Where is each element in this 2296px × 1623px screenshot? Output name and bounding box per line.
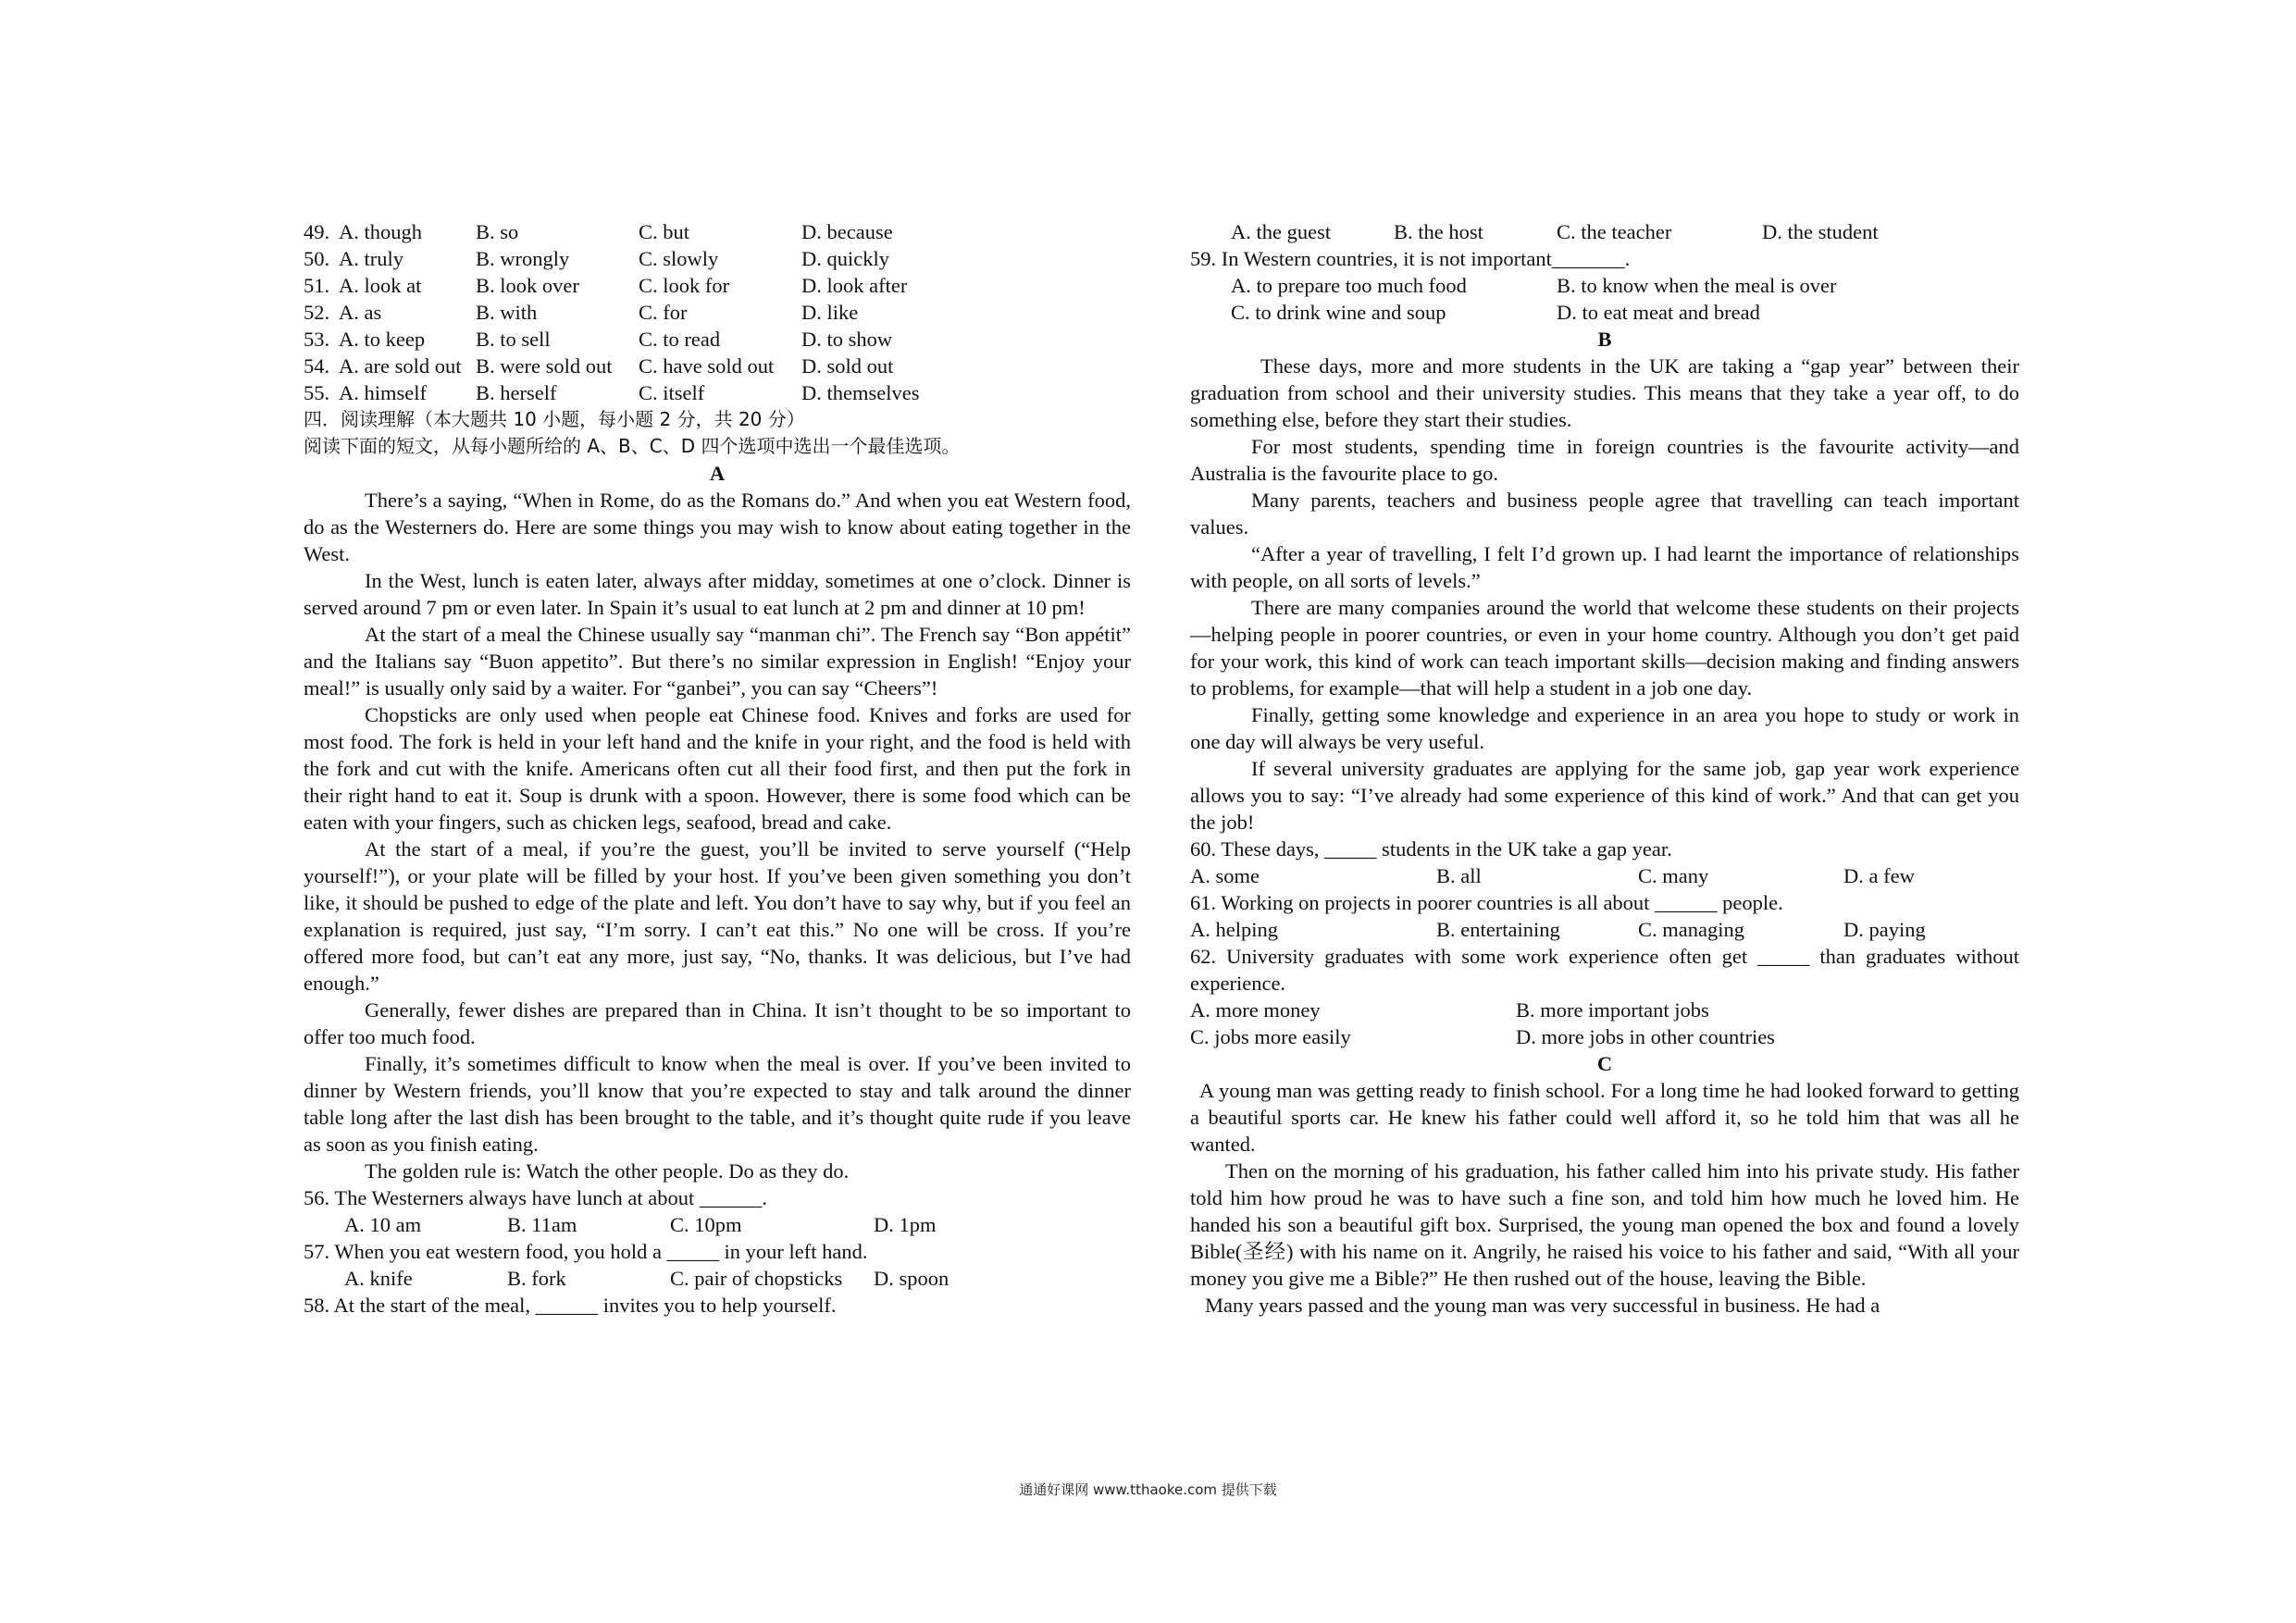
question-62-options-2	[1190, 1023, 2019, 1050]
section-heading: 四．阅读理解（本大题共 10 小题，每小题 2 分，共 20 分）	[304, 408, 805, 430]
cloze-row-49	[304, 218, 1131, 245]
question-59-options-1	[1190, 272, 2019, 299]
question-number: 51.	[304, 274, 330, 297]
question-57-options	[304, 1265, 1131, 1292]
option-d: D. sold out	[801, 354, 894, 378]
option-c: C. to drink wine and soup	[1231, 301, 1446, 324]
section-instruction: 阅读下面的短文，从每小题所给的 A、B、C、D 四个选项中选出一个最佳选项。	[304, 435, 961, 457]
option-d: D. the student	[1762, 220, 1879, 243]
paragraph: At the start of a meal, if you’re the guest, you’ll be invited to serve yourself (“Help yourself!”), or your plate will be filled by your host. If you’ve been given something you don’t like, it should be pushed to edge of the plate and left. You don’t have to say why, but if you feel an explanation is required, just say, “I’m sorry. I can’t eat this.” No one will be cross. If you’re offered more food, but can’t eat any more, just say, “No, thanks. It was delicious, but I’ve had enough.”	[304, 837, 1131, 995]
option-a: A. more money	[1190, 998, 1321, 1022]
option-b: B. 11am	[507, 1213, 577, 1236]
option-a: A. knife	[344, 1267, 413, 1290]
question-59-options-2	[1190, 299, 2019, 326]
option-d: D. more jobs in other countries	[1516, 1025, 1775, 1048]
option-d: D. like	[801, 301, 859, 324]
option-c: C. 10pm	[670, 1213, 742, 1236]
paragraph: Finally, getting some knowledge and experience in an area you hope to study or work in one day will always be very useful.	[1190, 703, 2019, 753]
option-b: B. wrongly	[476, 247, 570, 270]
option-b: B. with	[476, 301, 538, 324]
option-b: B. all	[1436, 864, 1482, 887]
question-56-options	[304, 1211, 1131, 1238]
option-a: A. truly	[339, 247, 403, 270]
option-d: D. a few	[1843, 864, 1915, 887]
option-a: A. to prepare too much food	[1231, 274, 1467, 297]
option-d: D. look after	[801, 274, 908, 297]
cloze-row-53	[304, 326, 1131, 353]
option-a: A. himself	[339, 381, 427, 404]
option-a: A. some	[1190, 864, 1260, 887]
option-a: A. to keep	[339, 328, 426, 351]
question-number: 49.	[304, 220, 330, 243]
option-a: A. helping	[1190, 918, 1278, 941]
option-c: C. pair of chopsticks	[670, 1267, 843, 1290]
question-62: 62. University graduates with some work experience often get _____ than graduates without experience.	[1190, 945, 2019, 995]
option-b: B. fork	[507, 1267, 566, 1290]
paragraph: In the West, lunch is eaten later, always after midday, sometimes at one o’clock. Dinner is served around 7 pm or even later. In Spain it’s usual to eat lunch at 2 pm and dinner at 10 pm!	[304, 569, 1131, 619]
option-c: C. for	[639, 301, 688, 324]
option-c: C. to read	[639, 328, 721, 351]
paragraph: Then on the morning of his graduation, his father called him into his private study. His father told him how proud he was to have such a fine son, and told him how much he loved him. He handed his son a beautiful gift box. Surprised, the young man opened the box and found a lovely Bible(圣经) with his name on it. Angrily, he raised his voice to his father and said, “With all your money you give me a Bible?” He then rushed out of the house, leaving the Bible.	[1190, 1159, 2019, 1290]
question-number: 54.	[304, 354, 330, 378]
option-d: D. spoon	[874, 1267, 949, 1290]
question-60: 60. These days, _____ students in the UK take a gap year.	[1190, 837, 1672, 861]
paragraph: At the start of a meal the Chinese usually say “manman chi”. The French say “Bon appétit” and the Italians say “Buon appetito”. But there’s no similar expression in English! “Enjoy your meal!” is usually only said by a waiter. For “ganbei”, you can say “Cheers”!	[304, 623, 1131, 700]
option-b: B. to know when the meal is over	[1557, 274, 1837, 297]
paragraph: For most students, spending time in foreign countries is the favourite activity—and Australia is the favourite place to go.	[1190, 435, 2019, 485]
cloze-row-51	[304, 272, 1131, 299]
option-c: C. many	[1638, 864, 1709, 887]
option-b: B. the host	[1394, 220, 1483, 243]
question-56: 56. The Westerners always have lunch at about ______.	[304, 1186, 767, 1209]
option-b: B. so	[476, 220, 519, 243]
option-d: D. to eat meat and bread	[1557, 301, 1760, 324]
cloze-row-50	[304, 245, 1131, 272]
question-number: 50.	[304, 247, 330, 270]
passage-a-heading: A	[709, 462, 726, 485]
question-61: 61. Working on projects in poorer countries is all about ______ people.	[1190, 891, 1783, 914]
option-b: B. were sold out	[476, 354, 613, 378]
option-c: C. the teacher	[1557, 220, 1672, 243]
paragraph: Many parents, teachers and business people agree that travelling can teach important values.	[1190, 489, 2019, 539]
paragraph: The golden rule is: Watch the other people. Do as they do.	[365, 1159, 850, 1183]
question-59: 59. In Western countries, it is not important_______.	[1190, 247, 1631, 270]
question-62-options-1	[1190, 997, 2019, 1023]
cloze-row-52	[304, 299, 1131, 326]
paragraph: If several university graduates are applying for the same job, gap year work experience allows you to say: “I’ve already had some experience of this kind of work.” And that can get you the job!	[1190, 757, 2019, 834]
question-58: 58. At the start of the meal, ______ invites you to help yourself.	[304, 1294, 837, 1317]
paragraph: Finally, it’s sometimes difficult to know when the meal is over. If you’ve been invited to dinner by Western friends, you’ll know that you’re expected to stay and talk around the dinner table long after the last dish has been brought to the table, and it’s thought quite rude if you leave as soon as you finish eating.	[304, 1052, 1131, 1156]
paragraph: There are many companies around the world that welcome these students on their projects—helping people in poorer countries, or even in your home country. Although you don’t get paid for your work, this kind of work can teach important skills—decision making and finding answers to problems, for example—that will help a student in a job one day.	[1190, 596, 2019, 700]
paragraph: Many years passed and the young man was very successful in business. He had a	[1205, 1294, 1880, 1317]
question-number: 55.	[304, 381, 330, 404]
option-b: B. look over	[476, 274, 579, 297]
paragraph: Chopsticks are only used when people eat Chinese food. Knives and forks are used for most food. The fork is held in your left hand and the knife in your right, and the food is held with the fork and cut with the knife. Americans often cut all their food first, and then put the fork in their right hand to eat it. Soup is drunk with a spoon. However, there is some food which can be eaten with your fingers, such as chicken legs, seafood, bread and cake.	[304, 703, 1131, 834]
paragraph: There’s a saying, “When in Rome, do as the Romans do.” And when you eat Western food, do as the Westerners do. Here are some things you may wish to know about eating together in the West.	[304, 489, 1131, 565]
option-b: B. entertaining	[1436, 918, 1560, 941]
paragraph: These days, more and more students in the UK are taking a “gap year” between their graduation from school and their university studies. This means that they take a year off, to do something else, before they start their studies.	[1190, 354, 2019, 431]
option-c: C. slowly	[639, 247, 719, 270]
option-c: C. itself	[639, 381, 705, 404]
cloze-row-54	[304, 353, 1131, 379]
passage-c	[1190, 1077, 2019, 1319]
question-60-options	[1190, 862, 2019, 889]
left-column-content	[304, 218, 1131, 1319]
option-a: A. as	[339, 301, 382, 324]
question-number: 53.	[304, 328, 330, 351]
option-a: A. look at	[339, 274, 422, 297]
cloze-row-55	[304, 379, 1131, 406]
option-c: C. jobs more easily	[1190, 1025, 1351, 1048]
option-b: B. to sell	[476, 328, 551, 351]
option-a: A. 10 am	[344, 1213, 422, 1236]
option-d: D. quickly	[801, 247, 889, 270]
option-d: D. themselves	[801, 381, 920, 404]
option-a: A. are sold out	[339, 354, 462, 378]
option-d: D. paying	[1843, 918, 1926, 941]
option-c: C. but	[639, 220, 690, 243]
option-d: D. 1pm	[874, 1213, 937, 1236]
option-a: A. the guest	[1231, 220, 1332, 243]
paragraph: A young man was getting ready to finish school. For a long time he had looked forward to getting a beautiful sports car. He knew his father could well afford it, so he told him that was all he wanted.	[1190, 1079, 2019, 1156]
right-column	[1190, 218, 2019, 1319]
question-58-options	[1190, 218, 2019, 245]
paragraph: Generally, fewer dishes are prepared than in China. It isn’t thought to be so important to offer too much food.	[304, 998, 1131, 1048]
question-57: 57. When you eat western food, you hold a _____ in your left hand.	[304, 1240, 868, 1263]
option-d: D. to show	[801, 328, 893, 351]
option-c: C. managing	[1638, 918, 1744, 941]
question-number: 52.	[304, 301, 330, 324]
passage-b	[1190, 353, 2019, 836]
question-61-options	[1190, 916, 2019, 943]
passage-a	[304, 487, 1131, 1184]
option-a: A. though	[339, 220, 422, 243]
page-footer: 通通好课网 www.tthaoke.com 提供下载	[1019, 1481, 1277, 1498]
cloze-option-list	[304, 218, 1131, 406]
option-c: C. look for	[639, 274, 730, 297]
paragraph: “After a year of travelling, I felt I’d grown up. I had learnt the importance of relationships with people, on all sorts of levels.”	[1190, 542, 2019, 592]
option-d: D. because	[801, 220, 893, 243]
passage-c-heading: C	[1596, 1052, 1613, 1075]
option-b: B. herself	[476, 381, 557, 404]
passage-b-heading: B	[1597, 328, 1612, 351]
option-c: C. have sold out	[639, 354, 775, 378]
option-b: B. more important jobs	[1516, 998, 1709, 1022]
